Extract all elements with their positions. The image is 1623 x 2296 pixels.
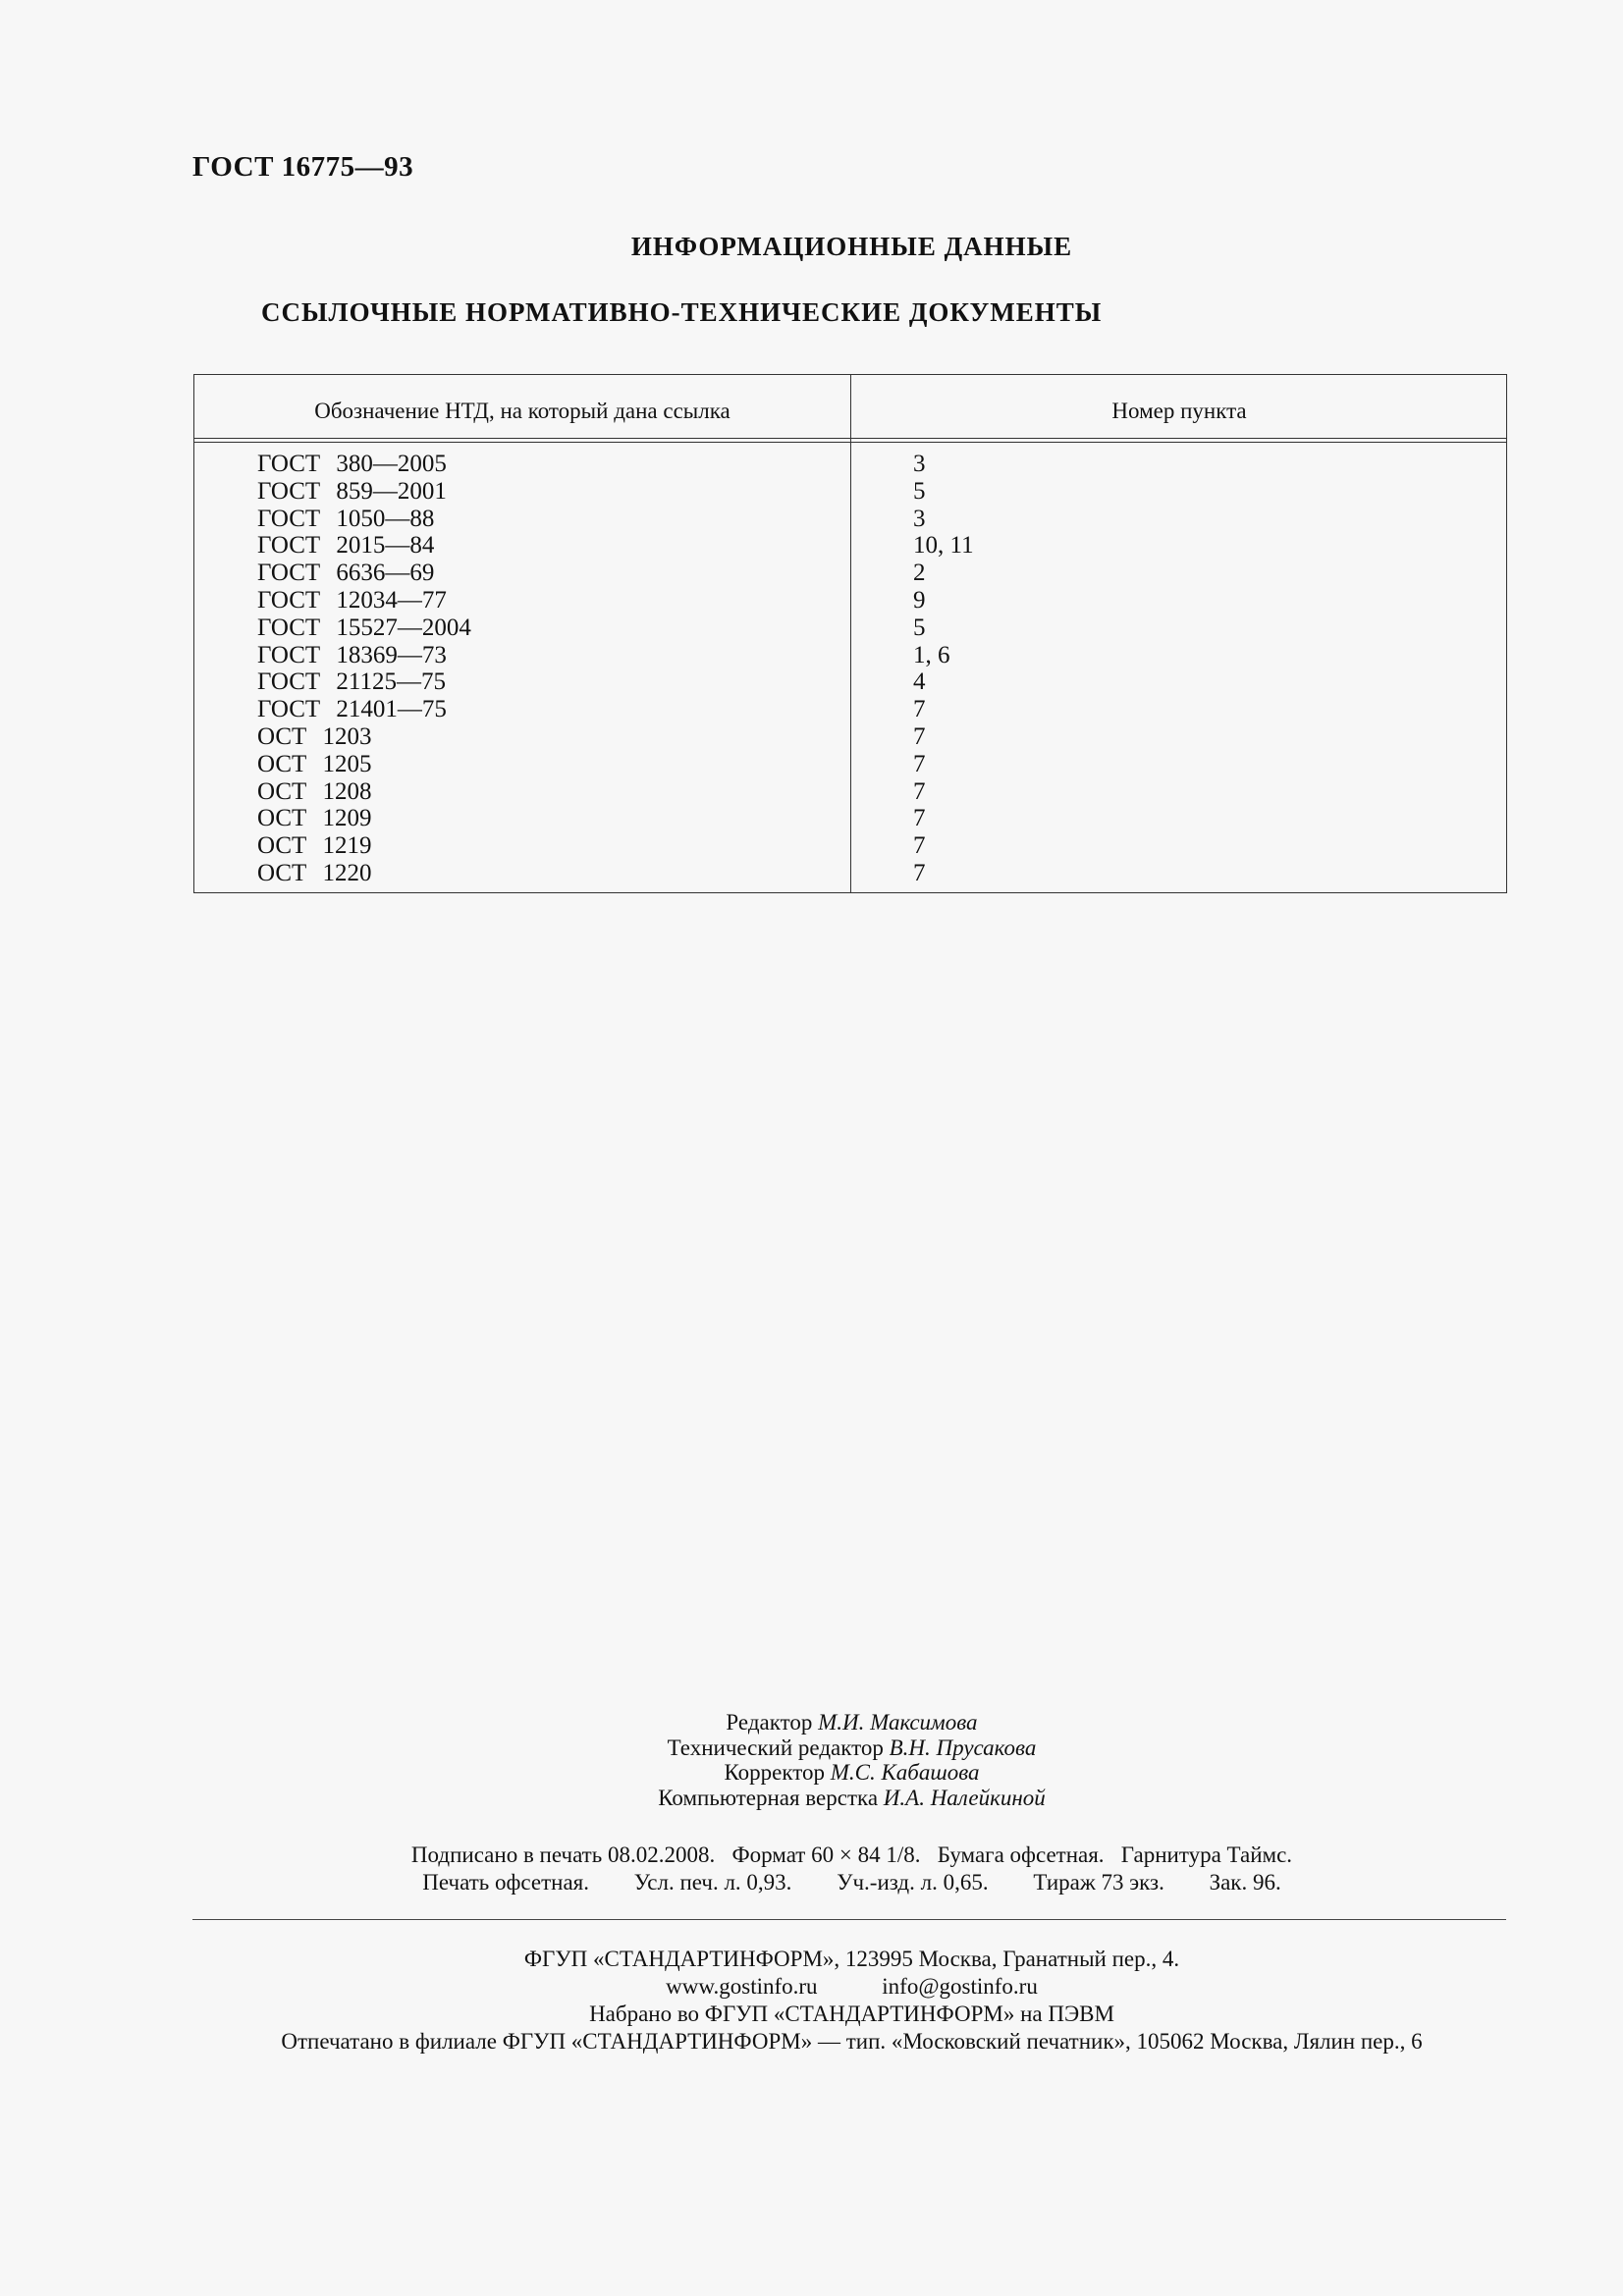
clause-number: 2 — [913, 560, 926, 587]
document-designation: ГОСТ 15527—2004 — [257, 614, 471, 641]
publisher-info — [0, 1946, 1623, 2056]
table-row — [194, 668, 1506, 696]
clause-number: 3 — [913, 451, 926, 477]
table-row — [194, 860, 1506, 887]
table-row — [194, 723, 1506, 751]
credit-role: Компьютерная верстка — [658, 1785, 879, 1810]
document-designation: ГОСТ 1050—88 — [257, 505, 435, 532]
document-designation: ГОСТ 6636—69 — [257, 560, 435, 587]
document-designation: ОСТ 1208 — [257, 777, 372, 805]
credit-person: М.И. Максимова — [818, 1710, 978, 1735]
document-code: ГОСТ 16775—93 — [192, 151, 414, 183]
clause-number: 7 — [913, 832, 926, 860]
credit-role: Технический редактор — [667, 1735, 884, 1760]
section-subtitle: ССЫЛОЧНЫЕ НОРМАТИВНО-ТЕХНИЧЕСКИЕ ДОКУМЕНТЫ — [261, 297, 1103, 327]
clause-number: 7 — [913, 777, 926, 805]
document-designation: ОСТ 1205 — [257, 750, 372, 777]
clause-number: 7 — [913, 805, 926, 832]
table-row — [194, 506, 1506, 533]
table-body — [194, 451, 1506, 887]
credit-editor — [0, 1710, 1623, 1735]
table-row — [194, 451, 1506, 478]
document-designation: ГОСТ 18369—73 — [257, 641, 447, 668]
document-designation: ГОСТ 12034—77 — [257, 586, 447, 614]
table-row — [194, 832, 1506, 860]
credit-role: Корректор — [724, 1760, 825, 1785]
print-type: Печать офсетная. — [422, 1870, 589, 1895]
document-designation: ГОСТ 380—2005 — [257, 451, 447, 477]
clause-number: 7 — [913, 696, 926, 723]
table-row — [194, 614, 1506, 642]
clause-number: 7 — [913, 859, 926, 886]
clause-number: 7 — [913, 750, 926, 777]
document-designation: ГОСТ 2015—84 — [257, 532, 435, 560]
table-row — [194, 805, 1506, 832]
table-row — [194, 696, 1506, 723]
print-imprint — [0, 1842, 1623, 1896]
typeset-note: Набрано во ФГУП «СТАНДАРТИНФОРМ» на ПЭВМ — [589, 2002, 1114, 2026]
credit-layout — [0, 1786, 1623, 1811]
credit-person: В.Н. Прусакова — [889, 1735, 1037, 1760]
clause-number: 3 — [913, 505, 926, 532]
clause-number: 4 — [913, 668, 926, 696]
footer-divider — [192, 1919, 1506, 1920]
clause-number: 5 — [913, 477, 926, 505]
table-row — [194, 778, 1506, 806]
document-designation: ОСТ 1203 — [257, 722, 372, 750]
document-designation: ОСТ 1219 — [257, 832, 372, 860]
publisher-contacts — [0, 1973, 1623, 2001]
order-number: Зак. 96. — [1209, 1870, 1281, 1895]
publisher-sheets: Уч.-изд. л. 0,65. — [837, 1870, 989, 1895]
header-rule — [194, 438, 1506, 443]
publisher-address: ФГУП «СТАНДАРТИНФОРМ», 123995 Москва, Гранатный пер., 4. — [523, 1947, 1180, 1971]
section-title: ИНФОРМАЦИОННЫЕ ДАННЫЕ — [630, 232, 1073, 261]
reference-documents-table — [193, 374, 1507, 893]
clause-number: 5 — [913, 614, 926, 641]
column-header-clause: Номер пункта — [1111, 399, 1247, 423]
document-designation: ОСТ 1209 — [257, 805, 372, 832]
table-row — [194, 587, 1506, 614]
document-designation: ОСТ 1220 — [257, 859, 372, 886]
credit-proofreader — [0, 1760, 1623, 1786]
document-designation: ГОСТ 21401—75 — [257, 696, 447, 723]
column-header-document: Обозначение НТД, на который дана ссылка — [314, 399, 730, 423]
clause-number: 1, 6 — [913, 641, 950, 668]
credit-role: Редактор — [726, 1710, 813, 1735]
table-row — [194, 642, 1506, 669]
table-row — [194, 478, 1506, 506]
imprint-line-2 — [0, 1869, 1623, 1896]
printed-sheets: Усл. печ. л. 0,93. — [633, 1870, 792, 1895]
credit-person: И.А. Налейкиной — [883, 1785, 1046, 1810]
table-row — [194, 751, 1506, 778]
table-row — [194, 532, 1506, 560]
clause-number: 10, 11 — [913, 532, 974, 560]
email-link[interactable]: info@gostinfo.ru — [882, 1974, 1038, 1999]
credit-technical-editor — [0, 1735, 1623, 1761]
table-row — [194, 560, 1506, 587]
document-designation: ГОСТ 859—2001 — [257, 477, 447, 505]
document-designation: ГОСТ 21125—75 — [257, 668, 446, 696]
clause-number: 9 — [913, 586, 926, 614]
website-link[interactable]: www.gostinfo.ru — [666, 1974, 818, 1999]
imprint-line-1: Подписано в печать 08.02.2008. Формат 60 × 84 1/8. Бумага офсетная. Гарнитура Таймс. — [410, 1842, 1293, 1867]
credits-block — [0, 1710, 1623, 1810]
print-run: Тираж 73 экз. — [1033, 1870, 1164, 1895]
clause-number: 7 — [913, 722, 926, 750]
credit-person: М.С. Кабашова — [830, 1760, 980, 1785]
printed-note: Отпечатано в филиале ФГУП «СТАНДАРТИНФОРМ» — тип. «Московский печатник», 105062 Москва, Лялин пер., 6 — [281, 2029, 1423, 2054]
